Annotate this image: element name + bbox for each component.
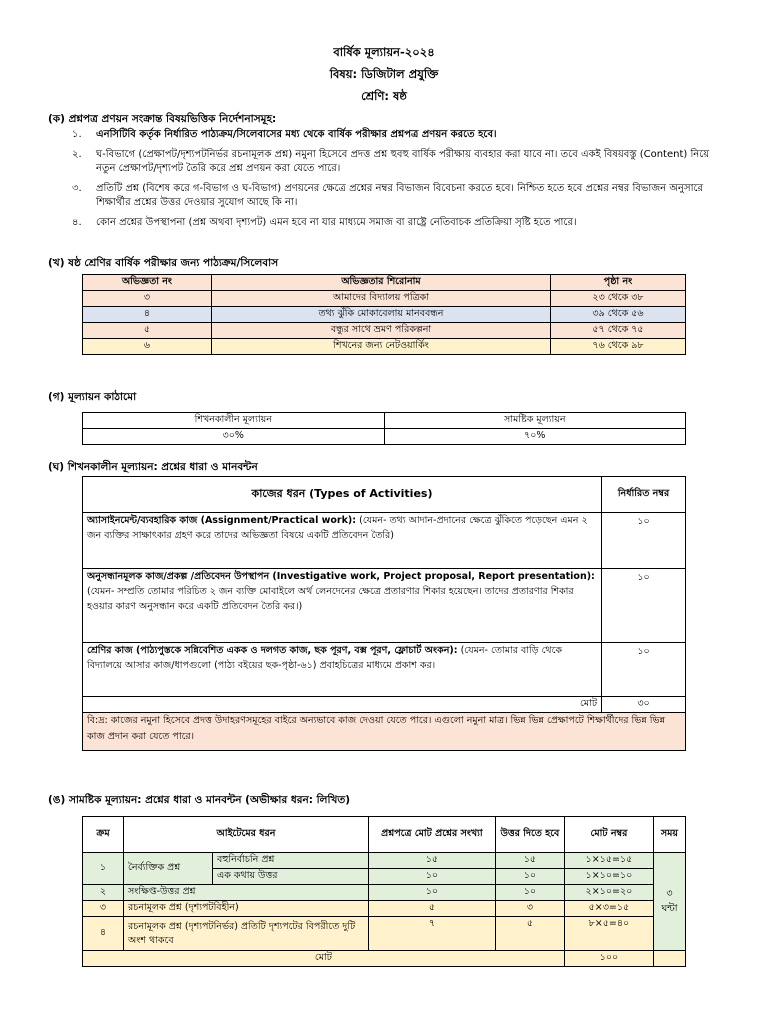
table-row: ৪ তথ্য ঝুঁকি মোকাবেলায় মানববন্ধন ৩৯ থেকে ৫৬: [83, 307, 686, 323]
table-row: ২ সংক্ষিপ্ত-উত্তর প্রশ্ন ১০ ১০ ২×১০=২০: [83, 885, 686, 901]
class-title: শ্রেণি: ষষ্ঠ: [361, 89, 407, 103]
exam-time: ৩ ঘন্টা: [653, 853, 685, 951]
subject-title: বিষয়: ডিজিটাল প্রযুক্তি: [329, 67, 439, 81]
list-item: ১. এনসিটিবি কর্তৃক নির্ধারিত পাঠ্যক্রম/সিলেবাসের মধ্য থেকে বার্ষিক পরীক্ষার প্রশ্নপত্র প্রণয়ন করতে হবে।: [72, 129, 497, 140]
exam-title: বার্ষিক মূল্যায়ন-২০২৪: [333, 45, 435, 59]
table-row: অ্যাসাইনমেন্ট/ব্যবহারিক কাজ (Assignment/Practical work): (যেমন- তথ্য আদান-প্রদানের ক্ষেত্রে ঝুঁকিতে পড়েছেন এমন ২ জন ব্যক্তির সাক্ষাৎকার গ্রহণ করে তাদের অভিজ্ঞতা বিষয়ে একটি প্রতিবেদন তৈরি) ১০: [83, 513, 686, 569]
summative-table: [82, 816, 686, 967]
note-row: [83, 713, 686, 751]
table-row: ৬ শিখনের জন্য নেটওয়ার্কিং ৭৬ থেকে ৯৮: [83, 339, 686, 355]
table-total-row: মোট ১০০: [83, 951, 686, 967]
section-kh-title: (খ) ষষ্ঠ শ্রেণির বার্ষিক পরীক্ষার জন্য পাঠ্যক্রম/সিলেবাস: [48, 257, 279, 269]
table-header-row: ক্রম আইটেমের ধরন প্রশ্নপত্রে মোট প্রশ্নের সংখ্যা উত্তর দিতে হবে মোট নম্বর সময়: [83, 817, 686, 853]
section-ng-title: (ঙ) সামষ্টিক মূল্যায়ন: প্রশ্নের ধারা ও মানবন্টন (অভীক্ষার ধরন: লিখিত): [48, 794, 351, 806]
section-gh-title: (ঘ) শিখনকালীন মূল্যায়ন: প্রশ্নের ধারা ও মানবন্টন: [48, 461, 258, 473]
col-header: নির্ধারিত নম্বর: [602, 477, 686, 513]
col-header: অভিজ্ঞতার শিরোনাম: [212, 275, 551, 291]
table-row: ৪ রচনামূলক প্রশ্ন (দৃশ্যপটনির্ভর) প্রতিটি দৃশ্যপটের বিপরীতে দুটি অংশ থাকবে ৭ ৫ ৮×৫=৪০: [83, 917, 686, 951]
list-item: ৪. কোন প্রশ্নের উপস্থাপনা (প্রশ্ন অথবা দৃশ্যপট) এমন হবে না যার মাধ্যমে সমাজ বা রাষ্ট্রে নেতিবাচক প্রতিক্রিয়া সৃষ্টি হতে পারে।: [72, 217, 577, 228]
table-header-row: [83, 477, 686, 513]
list-item: ২. ঘ-বিভাগে (প্রেক্ষাপট/দৃশ্যপটনির্ভর রচনামূলক প্রশ্ন) নমুনা হিসেবে প্রদত্ত প্রশ্ন হুবহু বার্ষিক পরীক্ষায় ব্যবহার করা যাবে না। তবে একই বিষয়বস্তু (Content) নিয়ে নতুন প্রেক্ষাপট/দৃশ্যপট তৈরি করে প্রশ্ন প্রণয়ন করা যেতে পারে।: [72, 149, 710, 174]
col-header: পৃষ্ঠা নং: [551, 275, 686, 291]
col-header: কাজের ধরন (Types of Activities): [83, 477, 602, 513]
col-header: অভিজ্ঞতা নং: [83, 275, 212, 291]
note-text: বি:দ্র: কাজের নমুনা হিসেবে প্রদত্ত উদাহরণসমূহের বাইরে অন্যভাবে কাজ দেওয়া যেতে পারে। এগুলো নমুনা মাত্র। ভিন্ন ভিন্ন প্রেক্ষাপটে শিক্ষার্থীদের ভিন্ন ভিন্ন কাজ প্রদান করা যেতে পারে।: [83, 713, 686, 751]
section-g-title: (গ) মূল্যায়ন কাঠামো: [48, 391, 137, 403]
activities-table: [82, 476, 686, 751]
table-row: এক কথায় উত্তর ১০ ১০ ১×১০=১০: [83, 869, 686, 885]
table-row: অনুসন্ধানমূলক কাজ/প্রকল্প /প্রতিবেদন উপস্থাপন (Investigative work, Project proposal, Report presentation): (যেমন- সম্প্রতি তোমার পরিচিত ২ জন ব্যক্তি মোবাইলে অর্থ লেনদেনের ক্ষেত্রে প্রতারণার শিকার হয়েছেন। তাদের প্রতারণার শিকার হওয়ার কারণ অনুসন্ধান করে একটি প্রতিবেদন তৈরি কর।) ১০: [83, 569, 686, 643]
table-row: ৩ আমাদের বিদ্যালয় পত্রিকা ২৩ থেকে ৩৮: [83, 291, 686, 307]
table-row: শ্রেণির কাজ (পাঠ্যপুস্তকে সন্নিবেশিত একক ও দলগত কাজ, ছক পূরণ, বক্স পূরণ, ফ্লোচার্ট অংকন): (যেমন- তোমার বাড়ি থেকে বিদ্যালয়ে আসার কাজ/ধাপগুলো (পাঠ্য বইয়ের ছক-পৃষ্ঠা-৬১) প্রবাহচিত্রের মাধ্যমে প্রকাশ কর। ১০: [83, 643, 686, 697]
list-item: ৩. প্রতিটি প্রশ্ন (বিশেষ করে গ-বিভাগ ও ঘ-বিভাগ) প্রণয়নের ক্ষেত্রে প্রশ্নের নম্বর বিভাজন বিবেচনা করতে হবে। নিশ্চিত হতে হবে প্রশ্নের নম্বর বিভাজন অনুসারে শিক্ষার্থীর প্রশ্নের উত্তর দেওয়ার সুযোগ আছে কি না।: [72, 183, 703, 208]
table-total-row: মোট ৩০: [83, 697, 686, 713]
table-header-row: শিখনকালীন মূল্যায়ন সামষ্টিক মূল্যায়ন: [83, 413, 686, 429]
table-row: ১ নৈর্ব্যক্তিক প্রশ্ন বহুনির্বাচনি প্রশ্ন ১৫ ১৫ ১×১৫=১৫ ৩ ঘন্টা: [83, 853, 686, 869]
assessment-structure-table: [82, 412, 686, 445]
section-k-title: (ক) প্রশ্নপত্র প্রণয়ন সংক্রান্ত বিষয়ভিত্তিক নির্দেশনাসমূহ:: [48, 113, 277, 125]
table-row: ৫ বন্ধুর সাথে ভ্রমণ পরিকল্পনা ৫৭ থেকে ৭৫: [83, 323, 686, 339]
table-header-row: [83, 275, 686, 291]
syllabus-table: [82, 274, 686, 355]
table-row: ৩০% ৭০%: [83, 429, 686, 445]
table-row: ৩ রচনামূলক প্রশ্ন (দৃশ্যপটবিহীন) ৫ ৩ ৫×৩=১৫: [83, 901, 686, 917]
